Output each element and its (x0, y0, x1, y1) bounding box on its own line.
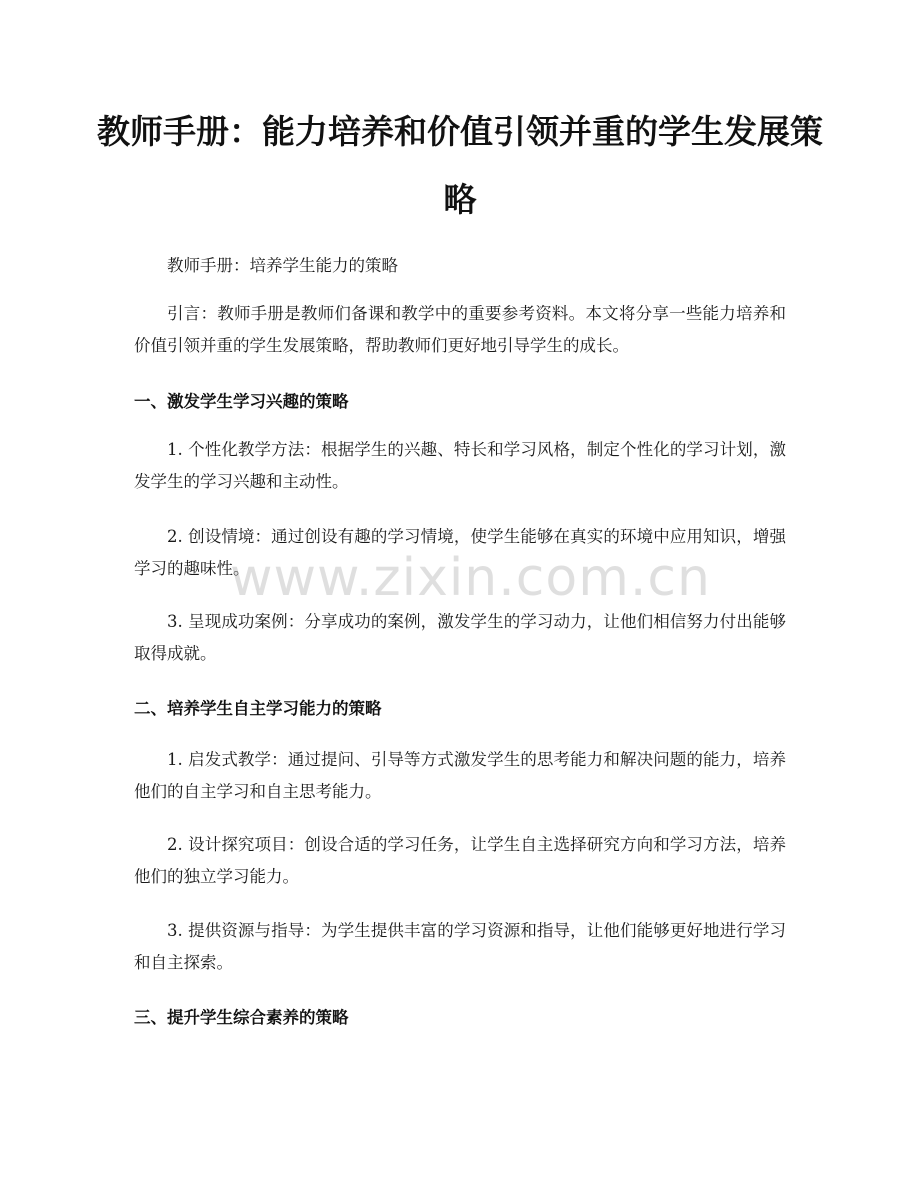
section-2-item-3: 3. 提供资源与指导：为学生提供丰富的学习资源和指导，让他们能够更好地进行学习和自主探索。 (134, 921, 786, 972)
subtitle-paragraph: 教师手册：培养学生能力的策略 (167, 256, 398, 275)
watermark-text: www.zixin.com.cn (230, 548, 711, 608)
document-title: 教师手册：能力培养和价值引领并重的学生发展策略 (97, 112, 823, 219)
intro-paragraph: 引言：教师手册是教师们备课和教学中的重要参考资料。本文将分享一些能力培养和价值引领并重的学生发展策略，帮助教师们更好地引导学生的成长。 (134, 304, 786, 355)
section-1-item-3: 3. 呈现成功案例：分享成功的案例，激发学生的学习动力，让他们相信努力付出能够取得成就。 (134, 612, 786, 663)
section-heading-2: 二、培养学生自主学习能力的策略 (134, 699, 382, 718)
section-2-item-2: 2. 设计探究项目：创设合适的学习任务，让学生自主选择研究方向和学习方法，培养他们的独立学习能力。 (134, 835, 786, 886)
section-1-item-1: 1. 个性化教学方法：根据学生的兴趣、特长和学习风格，制定个性化的学习计划，激发学生的学习兴趣和主动性。 (134, 440, 786, 491)
section-1-item-2: 2. 创设情境：通过创设有趣的学习情境，使学生能够在真实的环境中应用知识，增强学习的趣味性。 (134, 527, 786, 578)
section-heading-3: 三、提升学生综合素养的策略 (134, 1008, 349, 1027)
section-heading-1: 一、激发学生学习兴趣的策略 (134, 392, 349, 411)
section-2-item-1: 1. 启发式教学：通过提问、引导等方式激发学生的思考能力和解决问题的能力，培养他们的自主学习和自主思考能力。 (134, 750, 786, 801)
